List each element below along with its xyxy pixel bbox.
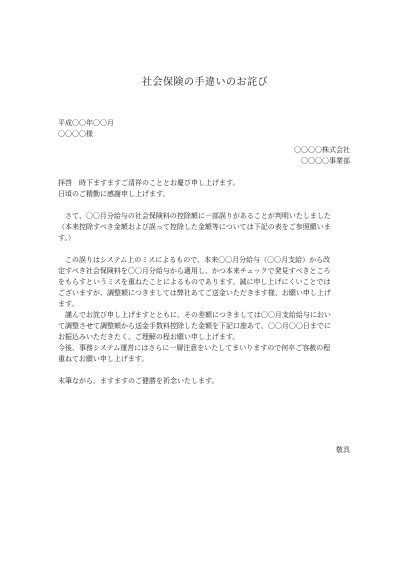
paragraph-3: 謹んでお詫び申し上げますとともに、その差額につきましては〇〇月支給給与におい て調整させて調整額から送金手数料控除した金額を下記口座あて、〇〇月〇〇日までに お振込みいただきたく、ご理解の程お願い申し上げます。 今後、事務システム運営にはさらに一層注意をいたしてまいりますので何卒ご容赦の程 重ねてお願い申し上げます。 xyxy=(58,311,331,363)
letter-body xyxy=(58,178,350,387)
letter-recipient: 〇〇〇〇様 xyxy=(58,130,93,138)
letter-title: 社会保険の手違いのお詫び xyxy=(142,77,268,88)
letter-date: 平成〇〇年〇〇月 xyxy=(58,119,114,127)
sender-department: 〇〇〇〇事業部 xyxy=(301,157,350,165)
greeting-line-1: 拝啓 時下ますますご清祥のこととお慶び申し上げます。 xyxy=(58,179,240,187)
paragraph-4: 末筆ながら、ますますのご健勝を祈念いたします。 xyxy=(58,377,219,385)
paragraph-1: さて、〇〇月分給与の社会保険料の控除額に一部誤りがあることが判明いたしました （本来控除すべき金額および誤って控除した金額等については下記の表をご参照願いま す。） xyxy=(58,212,331,242)
letter-closing: 敬具 xyxy=(336,446,350,454)
paragraph-2: この誤りはシステム上のミスによるもので、本来〇〇月分給与（〇〇月支給）から改 定すべき社会保険料を〇〇月分給与から適用し、かつ本来チェックで発見すべきところ をもらすというミスを重ねたことによるものであります。誠に申し上げにくいことでは ございますが、調整額につきましては弊社あてご送金いただきます様、お願い申し上げ ます。 xyxy=(58,256,331,308)
sender-company: 〇〇〇〇株式会社 xyxy=(294,146,350,154)
greeting-line-2: 日頃のご精勤に感謝申し上げます。 xyxy=(58,190,170,198)
